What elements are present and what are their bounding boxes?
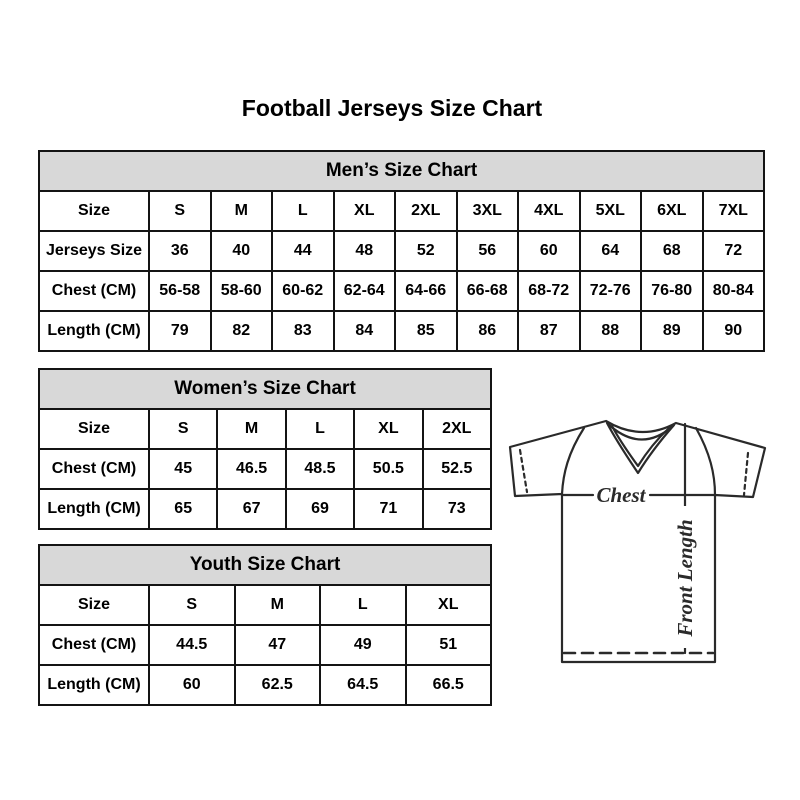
womens-table-body	[39, 409, 491, 529]
value-cell: 64-66	[395, 271, 457, 311]
value-cell: 72-76	[580, 271, 642, 311]
value-cell: 7XL	[703, 191, 765, 231]
value-cell: 88	[580, 311, 642, 351]
value-cell: 79	[149, 311, 211, 351]
row-label-cell: Length (CM)	[39, 311, 149, 351]
value-cell: 60	[149, 665, 235, 705]
value-cell: S	[149, 409, 217, 449]
page-title: Football Jerseys Size Chart	[241, 95, 543, 121]
value-cell: 58-60	[211, 271, 273, 311]
value-cell: 48.5	[286, 449, 354, 489]
value-cell: 85	[395, 311, 457, 351]
value-cell: 47	[235, 625, 321, 665]
value-cell: XL	[354, 409, 422, 449]
youth-size-table	[38, 544, 492, 706]
value-cell: 68-72	[518, 271, 580, 311]
value-cell: 90	[703, 311, 765, 351]
value-cell: 2XL	[423, 409, 491, 449]
value-cell: L	[272, 191, 334, 231]
value-cell: 64	[580, 231, 642, 271]
value-cell: 73	[423, 489, 491, 529]
jersey-diagram	[500, 408, 778, 676]
value-cell: M	[217, 409, 285, 449]
table-row	[39, 311, 764, 351]
row-label-cell: Chest (CM)	[39, 271, 149, 311]
value-cell: 51	[406, 625, 492, 665]
value-cell: 45	[149, 449, 217, 489]
front-length-label: Front Length	[673, 519, 697, 637]
value-cell: 60-62	[272, 271, 334, 311]
value-cell: 56-58	[149, 271, 211, 311]
value-cell: 67	[217, 489, 285, 529]
value-cell: 65	[149, 489, 217, 529]
table-header-row	[39, 151, 764, 191]
value-cell: 44	[272, 231, 334, 271]
value-cell: 80-84	[703, 271, 765, 311]
value-cell: XL	[334, 191, 396, 231]
value-cell: 52.5	[423, 449, 491, 489]
value-cell: L	[320, 585, 406, 625]
value-cell: 69	[286, 489, 354, 529]
value-cell: 62.5	[235, 665, 321, 705]
row-label-cell: Length (CM)	[39, 665, 149, 705]
value-cell: 66-68	[457, 271, 519, 311]
table-row	[39, 231, 764, 271]
value-cell: 72	[703, 231, 765, 271]
value-cell: S	[149, 191, 211, 231]
value-cell: 36	[149, 231, 211, 271]
value-cell: 6XL	[641, 191, 703, 231]
row-label-cell: Size	[39, 585, 149, 625]
row-label-cell: Jerseys Size	[39, 231, 149, 271]
value-cell: 68	[641, 231, 703, 271]
value-cell: 2XL	[395, 191, 457, 231]
value-cell: 40	[211, 231, 273, 271]
value-cell: 3XL	[457, 191, 519, 231]
table-header-row	[39, 369, 491, 409]
table-row	[39, 625, 491, 665]
value-cell: M	[211, 191, 273, 231]
table-row	[39, 449, 491, 489]
value-cell: 83	[272, 311, 334, 351]
jersey-outline-shape	[510, 421, 765, 662]
chest-label: Chest	[596, 483, 646, 507]
table-row	[39, 665, 491, 705]
table-row	[39, 191, 764, 231]
value-cell: 44.5	[149, 625, 235, 665]
value-cell: 64.5	[320, 665, 406, 705]
womens-table-title: Women’s Size Chart	[39, 369, 491, 409]
value-cell: 84	[334, 311, 396, 351]
value-cell: 66.5	[406, 665, 492, 705]
value-cell: 48	[334, 231, 396, 271]
value-cell: 56	[457, 231, 519, 271]
row-label-cell: Size	[39, 409, 149, 449]
value-cell: S	[149, 585, 235, 625]
value-cell: 4XL	[518, 191, 580, 231]
row-label-cell: Chest (CM)	[39, 449, 149, 489]
value-cell: 89	[641, 311, 703, 351]
mens-table-title: Men’s Size Chart	[39, 151, 764, 191]
table-header-row	[39, 545, 491, 585]
value-cell: 82	[211, 311, 273, 351]
value-cell: 46.5	[217, 449, 285, 489]
row-label-cell: Size	[39, 191, 149, 231]
value-cell: 87	[518, 311, 580, 351]
value-cell: XL	[406, 585, 492, 625]
value-cell: 50.5	[354, 449, 422, 489]
mens-size-table	[38, 150, 765, 352]
womens-size-table	[38, 368, 492, 530]
youth-table-title: Youth Size Chart	[39, 545, 491, 585]
row-label-cell: Length (CM)	[39, 489, 149, 529]
youth-table-body	[39, 585, 491, 705]
table-row	[39, 585, 491, 625]
value-cell: 62-64	[334, 271, 396, 311]
table-row	[39, 271, 764, 311]
value-cell: 5XL	[580, 191, 642, 231]
value-cell: 49	[320, 625, 406, 665]
value-cell: 71	[354, 489, 422, 529]
table-row	[39, 409, 491, 449]
value-cell: 60	[518, 231, 580, 271]
value-cell: L	[286, 409, 354, 449]
mens-table-body	[39, 191, 764, 351]
value-cell: M	[235, 585, 321, 625]
value-cell: 76-80	[641, 271, 703, 311]
table-row	[39, 489, 491, 529]
value-cell: 52	[395, 231, 457, 271]
value-cell: 86	[457, 311, 519, 351]
row-label-cell: Chest (CM)	[39, 625, 149, 665]
